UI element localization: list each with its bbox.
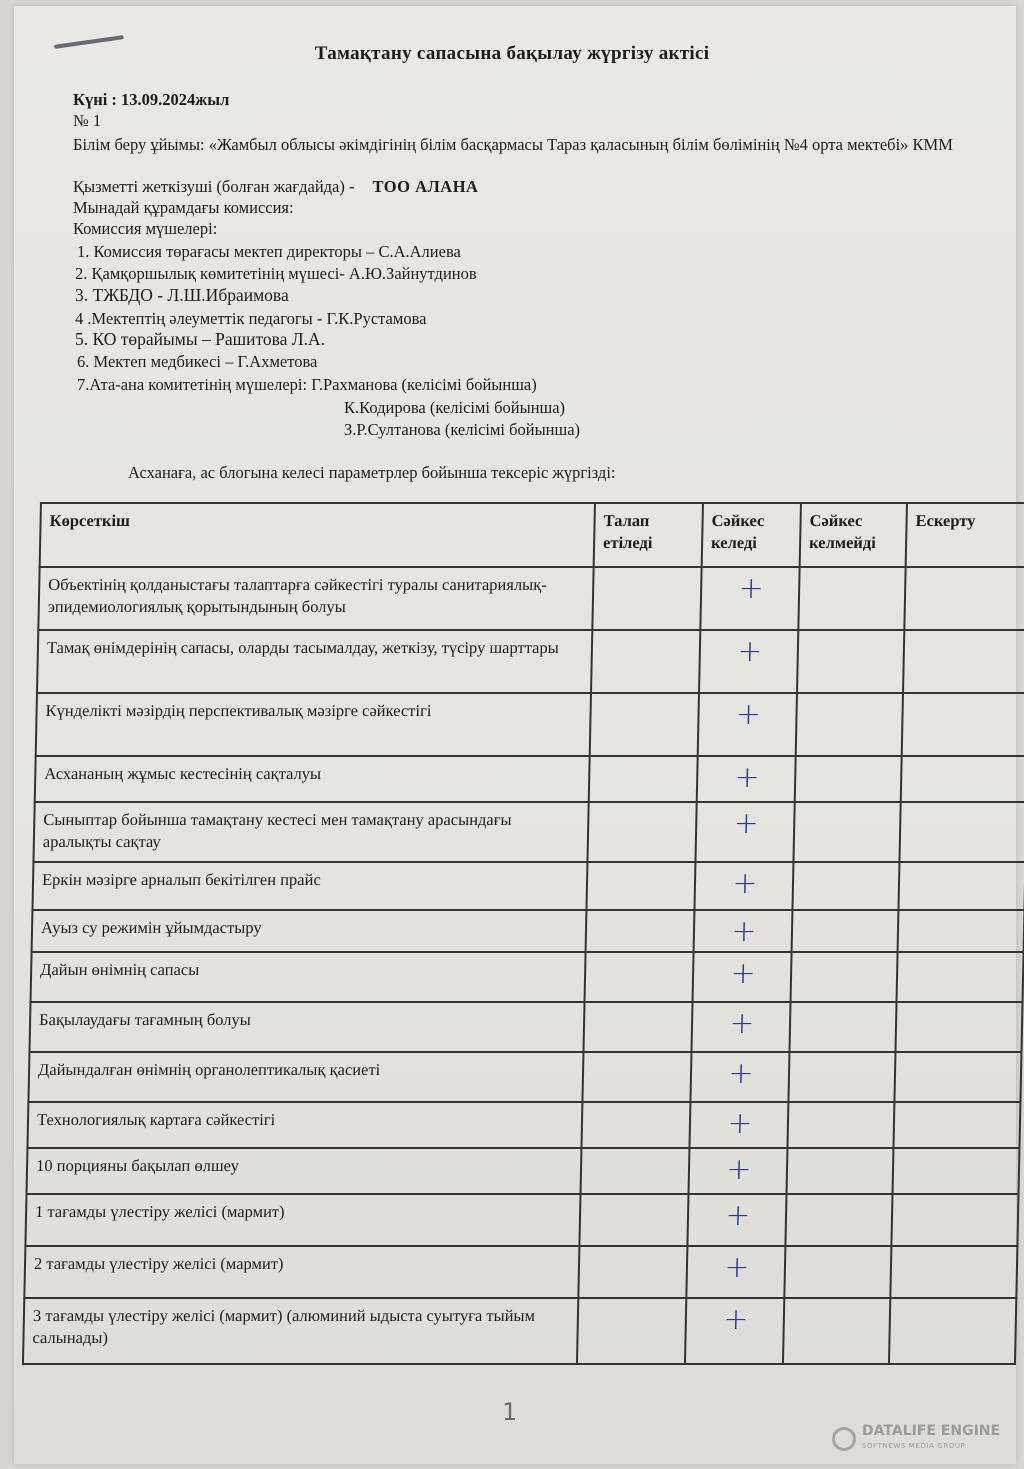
- plus-check-mark: +: [729, 1006, 756, 1041]
- cell-not-complies: [783, 1298, 890, 1364]
- cell-complies: [697, 756, 796, 802]
- cell-indicator: Бақылаудағы тағамның болуы: [29, 1002, 584, 1052]
- cell-not-complies: [785, 1194, 892, 1246]
- cell-required: [583, 1002, 692, 1052]
- supplier-name: ТОО АЛАНА: [372, 177, 479, 196]
- table-row: [32, 862, 1024, 910]
- cell-required: [589, 756, 698, 802]
- cell-note: [894, 1052, 1021, 1102]
- cell-complies: [694, 910, 793, 952]
- cell-required: [578, 1246, 687, 1298]
- table-row: [27, 1148, 1020, 1194]
- cell-note: [901, 756, 1024, 802]
- table-header-row: [40, 503, 1024, 567]
- cell-required: [592, 567, 701, 630]
- cell-note: [889, 1298, 1016, 1364]
- cell-not-complies: [788, 1052, 895, 1102]
- cell-complies: [690, 1052, 789, 1102]
- inspection-table: [22, 502, 1024, 1365]
- cell-not-complies: [789, 1002, 896, 1052]
- cell-note: [903, 630, 1024, 693]
- member-7: 7.Ата-ана комитетінің мүшелері: Г.Рахманова (келісімі бойынша): [77, 375, 537, 394]
- cell-not-complies: [795, 756, 902, 802]
- cell-not-complies: [784, 1246, 891, 1298]
- watermark-text: [862, 1424, 1000, 1454]
- watermark-sub: SOFTNEWS MEDIA GROUP: [862, 1442, 966, 1450]
- cell-complies: [699, 630, 798, 693]
- header-required: Талап етіледі: [594, 503, 703, 567]
- plus-check-mark: +: [726, 1152, 752, 1187]
- plus-check-mark: +: [733, 806, 760, 841]
- cell-indicator: Еркін мәзірге арналып бекітілген прайс: [32, 862, 587, 910]
- table-row: [27, 1102, 1020, 1148]
- cell-complies: [694, 862, 793, 910]
- cell-required: [587, 802, 696, 862]
- plus-check-mark: +: [731, 914, 757, 949]
- act-number: № 1: [73, 111, 102, 130]
- cell-note: [898, 862, 1024, 910]
- cell-required: [581, 1148, 690, 1194]
- inspection-intro: Асханаға, ас блогына келесі параметрлер бойынша тексеріс жүргізді:: [128, 463, 616, 482]
- cell-not-complies: [798, 567, 905, 630]
- plus-check-mark: +: [736, 634, 763, 669]
- member-4: 4 .Мектептің әлеуметтік педагогы - Г.К.Рустамова: [75, 309, 427, 328]
- cell-required: [579, 1194, 688, 1246]
- cell-complies: [687, 1194, 786, 1246]
- plus-check-mark: +: [725, 1198, 751, 1233]
- table-row: [32, 910, 1024, 952]
- table-row: [23, 1298, 1016, 1364]
- watermark-main: DATALIFE ENGINE: [862, 1423, 1001, 1439]
- supplier-label: Қызметті жеткізуші (болған жағдайда) -: [73, 177, 355, 196]
- date-line: Күні : 13.09.2024жыл: [73, 90, 230, 109]
- table-row: [28, 1052, 1021, 1102]
- cell-complies: [691, 1002, 790, 1052]
- cell-complies: [685, 1298, 784, 1364]
- member-6: 6. Мектеп медбикесі – Г.Ахметова: [77, 352, 318, 371]
- cell-indicator: Ауыз су режимін ұйымдастыру: [32, 910, 587, 952]
- cell-required: [585, 952, 694, 1002]
- cell-not-complies: [791, 952, 898, 1002]
- cell-indicator: Объектінің қолданыстағы талаптарға сәйкестігі туралы санитариялық-эпидемиологиялық қорытындының болуы: [38, 567, 593, 630]
- header-complies: Сәйкес келеді: [702, 503, 801, 567]
- cell-not-complies: [787, 1148, 894, 1194]
- cell-complies: [695, 802, 794, 862]
- member-2: 2. Қамқоршылық көмитетінің мүшесі- А.Ю.Зайнутдинов: [75, 264, 477, 283]
- cell-indicator: 1 тағамды үлестіру желісі (мармит): [25, 1194, 580, 1246]
- cell-note: [897, 952, 1024, 1002]
- member-1: 1. Комиссия төрағасы мектеп директоры – С.А.Алиева: [77, 242, 461, 261]
- plus-check-mark: +: [722, 1302, 749, 1337]
- cell-indicator: Технологиялық картаға сәйкестігі: [27, 1102, 582, 1148]
- cell-indicator: 3 тағамды үлестіру желісі (мармит) (алюминий ыдыста суытуға тыйым салынады): [23, 1298, 578, 1364]
- cell-complies: [689, 1102, 788, 1148]
- cell-note: [890, 1246, 1017, 1298]
- cell-required: [590, 693, 699, 756]
- cell-required: [581, 1102, 690, 1148]
- header-indicator: Көрсеткіш: [40, 503, 595, 567]
- member-3: 3. ТЖБДО - Л.Ш.Ибраимова: [75, 285, 289, 305]
- page-number: 1: [502, 1398, 518, 1426]
- member-5: 5. КО төрайымы – Рашитова Л.А.: [75, 329, 326, 349]
- cell-note: [893, 1102, 1020, 1148]
- table-row: [25, 1194, 1018, 1246]
- plus-check-mark: +: [732, 866, 758, 901]
- cell-indicator: Күнделікті мәзірдің перспективалық мәзірге сәйкестігі: [36, 693, 591, 756]
- cell-note: [893, 1148, 1020, 1194]
- cell-indicator: Дайындалған өнімнің органолептикалық қасиеті: [28, 1052, 583, 1102]
- table-row: [37, 630, 1024, 693]
- cell-indicator: 2 тағамды үлестіру желісі (мармит): [24, 1246, 579, 1298]
- table-row: [36, 693, 1024, 756]
- table-row: [29, 1002, 1022, 1052]
- cell-not-complies: [797, 630, 904, 693]
- cell-note: [902, 693, 1024, 756]
- cell-indicator: Сыныптар бойынша тамақтану кестесі мен тамақтану арасындағы аралықты сақтау: [33, 802, 588, 862]
- cell-note: [891, 1194, 1018, 1246]
- cell-complies: [700, 567, 799, 630]
- cell-note: [895, 1002, 1022, 1052]
- cell-complies: [693, 952, 792, 1002]
- plus-check-mark: +: [730, 956, 757, 991]
- watermark: [832, 1424, 1000, 1454]
- table-row: [31, 952, 1024, 1002]
- table-row: [38, 567, 1024, 630]
- header-not-complies: Сәйкес келмейді: [800, 503, 907, 567]
- cell-complies: [689, 1148, 788, 1194]
- plus-check-mark: +: [735, 697, 762, 732]
- cell-required: [586, 910, 695, 952]
- plus-check-mark: +: [727, 1106, 753, 1141]
- cell-indicator: 10 порцияны бақылап өлшеу: [27, 1148, 582, 1194]
- cell-not-complies: [787, 1102, 894, 1148]
- cell-required: [577, 1298, 686, 1364]
- table-row: [35, 756, 1024, 802]
- cell-note: [904, 567, 1024, 630]
- cell-required: [582, 1052, 691, 1102]
- table-row: [24, 1246, 1017, 1298]
- organization-line: Білім беру ұйымы: «Жамбыл облысы әкімдігінің білім басқармасы Тараз қаласының білім бөлімінің №4 орта мектебі» КММ: [73, 135, 953, 154]
- members-heading: Комиссия мүшелері:: [73, 219, 218, 238]
- commission-line: Мынадай құрамдағы комиссия:: [73, 198, 294, 217]
- header-note: Ескерту: [906, 503, 1024, 567]
- cell-indicator: Асхананың жұмыс кестесінің сақталуы: [35, 756, 590, 802]
- supplier-line: [73, 177, 478, 197]
- parent-member-3: З.Р.Султанова (келісімі бойынша): [344, 420, 581, 439]
- cell-not-complies: [792, 910, 899, 952]
- cell-note: [898, 910, 1024, 952]
- cell-not-complies: [792, 862, 899, 910]
- cell-required: [591, 630, 700, 693]
- plus-check-mark: +: [734, 760, 761, 795]
- cell-complies: [698, 693, 797, 756]
- table-row: [33, 802, 1024, 862]
- cell-note: [899, 802, 1024, 862]
- cell-indicator: Тамақ өнімдерінің сапасы, оларды тасымалдау, жеткізу, түсіру шарттары: [37, 630, 592, 693]
- cell-required: [586, 862, 695, 910]
- plus-check-mark: +: [738, 571, 765, 606]
- watermark-logo-icon: [832, 1427, 856, 1451]
- plus-check-mark: +: [728, 1056, 754, 1091]
- parent-member-2: К.Кодирова (келісімі бойынша): [344, 398, 566, 417]
- cell-complies: [686, 1246, 785, 1298]
- cell-not-complies: [796, 693, 903, 756]
- plus-check-mark: +: [724, 1250, 750, 1285]
- cell-indicator: Дайын өнімнің сапасы: [31, 952, 586, 1002]
- cell-not-complies: [793, 802, 900, 862]
- document-title: Тамақтану сапасына бақылау жүргізу актісі: [314, 43, 710, 64]
